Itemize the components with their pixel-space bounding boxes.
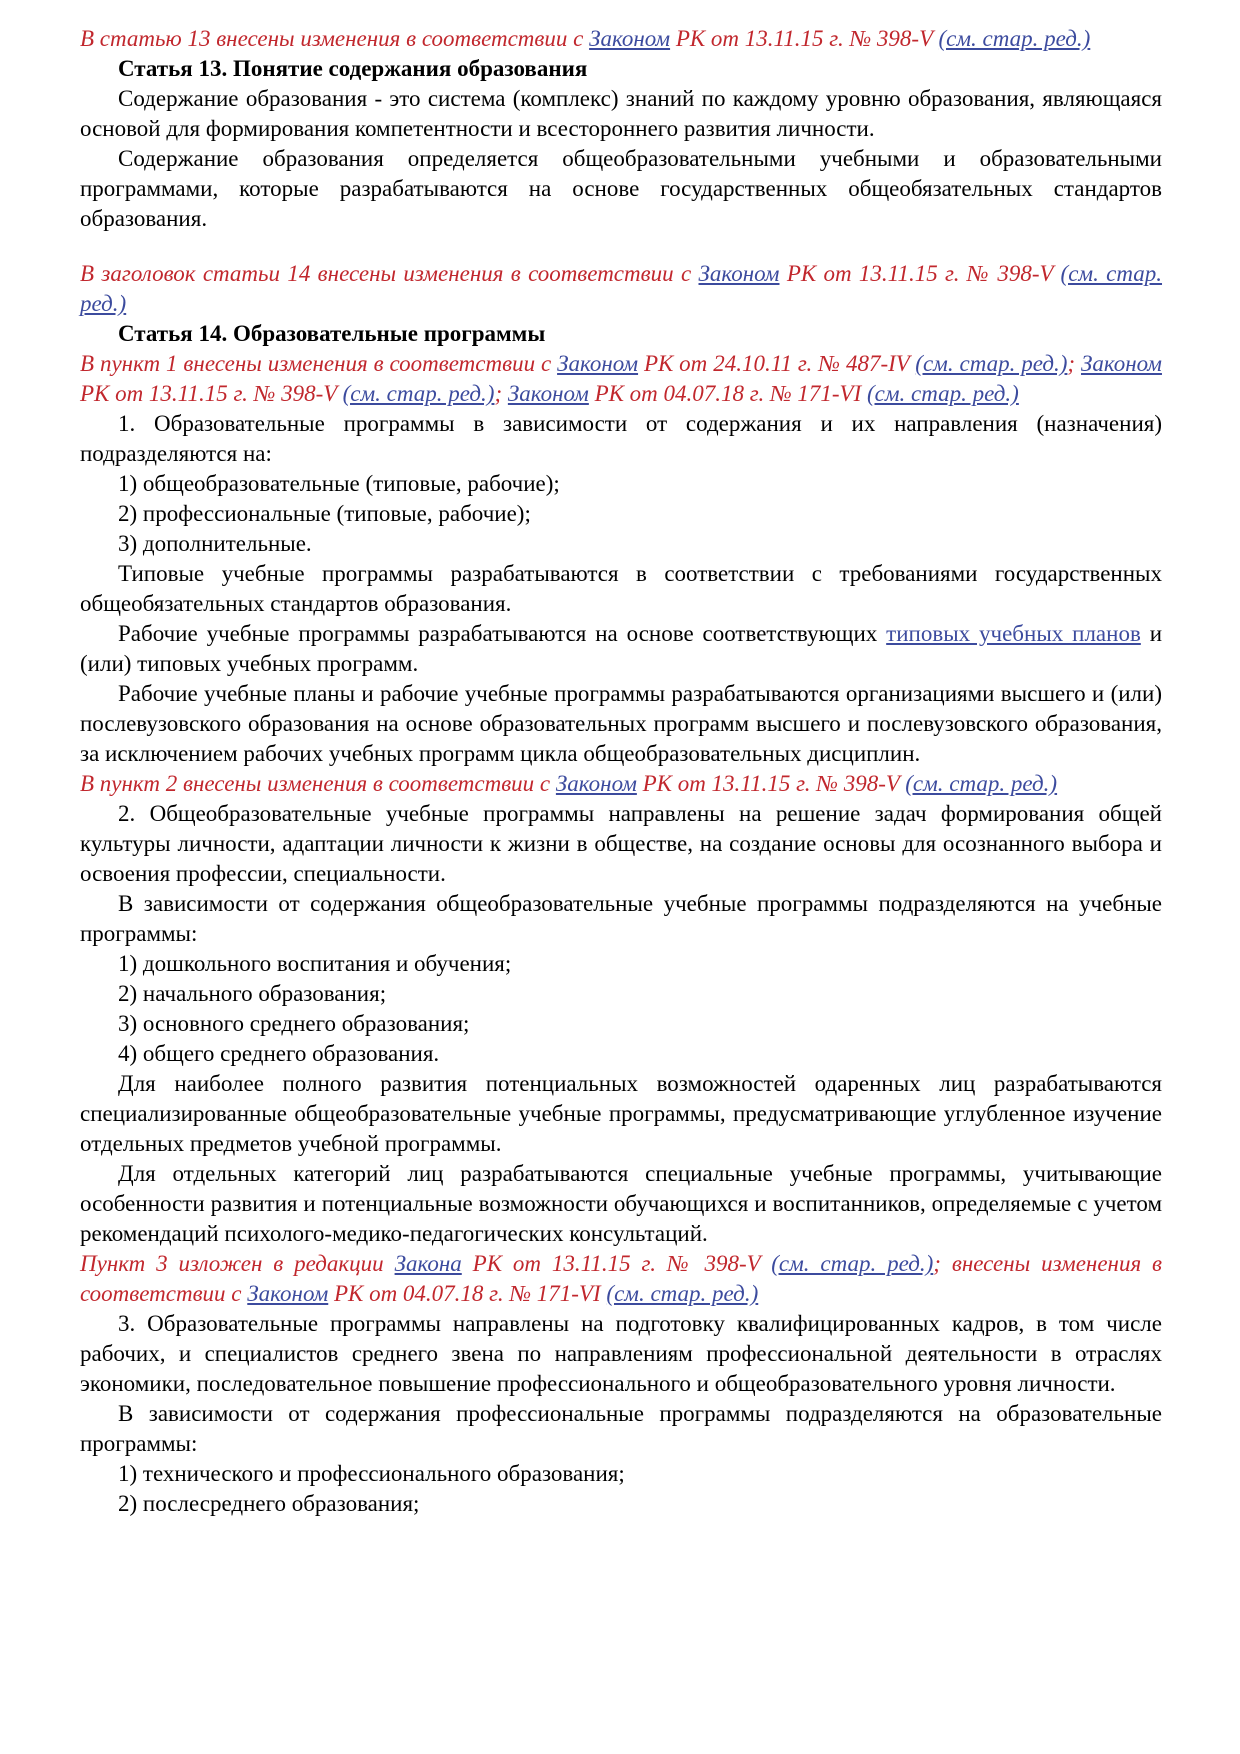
- law-link[interactable]: Законом: [1080, 351, 1162, 376]
- list-item: 3) дополнительные.: [118, 531, 312, 556]
- amendment-text: В пункт 2 внесены изменения в соответствии с: [80, 771, 556, 796]
- paragraph-text: Рабочие учебные программы разрабатываются на основе соответствующих: [118, 621, 887, 646]
- amendment-text: РК от 04.07.18 г. № 171-VI: [328, 1281, 607, 1306]
- see-old-version-link[interactable]: (см. стар. ред.): [938, 26, 1091, 51]
- amendment-text: В статью 13 внесены изменения в соответствии с: [80, 26, 590, 51]
- amendment-text: В заголовок статьи 14 внесены изменения в соответствии с: [80, 261, 699, 286]
- paragraph: Содержание образования определяется общеобразовательными учебными и образовательными программами, которые разрабатываются на основе государственных общеобязательных стандартов образования.: [80, 146, 1162, 231]
- list-item: 3) основного среднего образования;: [118, 1011, 470, 1036]
- amendment-text: РК от 13.11.15 г. № 398-V: [636, 771, 906, 796]
- law-link[interactable]: Законом: [555, 771, 637, 796]
- paragraph: [80, 619, 1162, 679]
- amendment-text: РК от 13.11.15 г. № 398-V: [80, 381, 343, 406]
- see-old-version-link[interactable]: (см. стар. ред.): [771, 1251, 934, 1276]
- article-heading: Статья 13. Понятие содержания образования: [118, 56, 588, 81]
- law-link[interactable]: Законом: [247, 1281, 329, 1306]
- list-item: 4) общего среднего образования.: [118, 1041, 440, 1066]
- paragraph: В зависимости от содержания профессиональные программы подразделяются на образовательные программы:: [80, 1401, 1162, 1456]
- list-item: 1) технического и профессионального образования;: [118, 1461, 625, 1486]
- amendment-note: [80, 24, 1162, 54]
- amendment-text: РК от 13.11.15 г. № 398-V: [461, 1251, 772, 1276]
- list-item: 2) послесреднего образования;: [118, 1491, 420, 1516]
- paragraph-text: и (или) типовых учебных программ.: [80, 621, 1162, 676]
- list-item: 2) начального образования;: [118, 981, 387, 1006]
- amendment-text: Пункт 3 изложен в редакции: [80, 1251, 395, 1276]
- list-item: 2) профессиональные (типовые, рабочие);: [118, 501, 531, 526]
- paragraph: 3. Образовательные программы направлены на подготовку квалифицированных кадров, в том числе рабочих, и специалистов среднего звена по направлениям профессиональной деятельности в отраслях экономики, последовательное повышение профессионального и общеобразовательного уровня личности.: [80, 1311, 1162, 1396]
- model-curricula-link[interactable]: типовых учебных планов: [886, 621, 1141, 646]
- amendment-text: ;: [494, 381, 508, 406]
- paragraph: Для наиболее полного развития потенциальных возможностей одаренных лиц разрабатываются специализированные общеобразовательные учебные программы, предусматривающие углубленное изучение отдельных предметов учебной программы.: [80, 1071, 1162, 1156]
- amendment-text: РК от 13.11.15 г. № 398-V: [670, 26, 939, 51]
- law-link[interactable]: Законом: [698, 261, 780, 286]
- list-item: 1) общеобразовательные (типовые, рабочие);: [118, 471, 560, 496]
- amendment-note: [80, 1249, 1162, 1309]
- amendment-text: В пункт 1 внесены изменения в соответствии с: [80, 351, 558, 376]
- amendment-text: РК от 13.11.15 г. № 398-V: [779, 261, 1061, 286]
- list-item: 1) дошкольного воспитания и обучения;: [118, 951, 512, 976]
- paragraph: Содержание образования - это система (комплекс) знаний по каждому уровню образования, являющаяся основой для формирования компетентности и всестороннего развития личности.: [80, 86, 1162, 141]
- amendment-text: РК от 04.07.18 г. № 171-VI: [588, 381, 868, 406]
- law-link[interactable]: Закона: [394, 1251, 462, 1276]
- paragraph: В зависимости от содержания общеобразовательные учебные программы подразделяются на учебные программы:: [80, 891, 1162, 946]
- amendment-text: ; внесены изменения в соответствии с: [80, 1251, 1162, 1306]
- see-old-version-link[interactable]: (см. стар. ред.): [606, 1281, 759, 1306]
- paragraph: Типовые учебные программы разрабатываются в соответствии с требованиями государственных общеобязательных стандартов образования.: [80, 561, 1162, 616]
- amendment-note: [80, 259, 1162, 319]
- amendment-note: [80, 769, 1162, 799]
- law-link[interactable]: Законом: [507, 381, 589, 406]
- see-old-version-link[interactable]: (см. стар. ред.): [905, 771, 1058, 796]
- amendment-text: ;: [1067, 351, 1081, 376]
- law-link[interactable]: Законом: [557, 351, 639, 376]
- law-link[interactable]: Законом: [589, 26, 671, 51]
- amendment-text: РК от 24.10.11 г. № 487-IV: [638, 351, 916, 376]
- paragraph: 1. Образовательные программы в зависимости от содержания и их направления (назначения) подразделяются на:: [80, 411, 1162, 466]
- paragraph: 2. Общеобразовательные учебные программы направлены на решение задач формирования общей культуры личности, адаптации личности к жизни в обществе, на создание основы для осознанного выбора и освоения профессии, специальности.: [80, 801, 1162, 886]
- article-heading: Статья 14. Образовательные программы: [118, 321, 546, 346]
- see-old-version-link[interactable]: (см. стар. ред.): [80, 261, 1163, 316]
- see-old-version-link[interactable]: (см. стар. ред.): [342, 381, 495, 406]
- paragraph: Рабочие учебные планы и рабочие учебные программы разрабатываются организациями высшего и (или) послевузовского образования на основе образовательных программ высшего и послевузовского образования, за исключением рабочих учебных программ цикла общеобразовательных дисциплин.: [80, 681, 1162, 766]
- see-old-version-link[interactable]: (см. стар. ред.): [915, 351, 1068, 376]
- amendment-note: [80, 349, 1162, 409]
- paragraph: Для отдельных категорий лиц разрабатываются специальные учебные программы, учитывающие особенности развития и потенциальные возможности обучающихся и воспитанников, определяемые с учетом рекомендаций психолого-медико-педагогических консультаций.: [80, 1161, 1162, 1246]
- see-old-version-link[interactable]: (см. стар. ред.): [867, 381, 1019, 406]
